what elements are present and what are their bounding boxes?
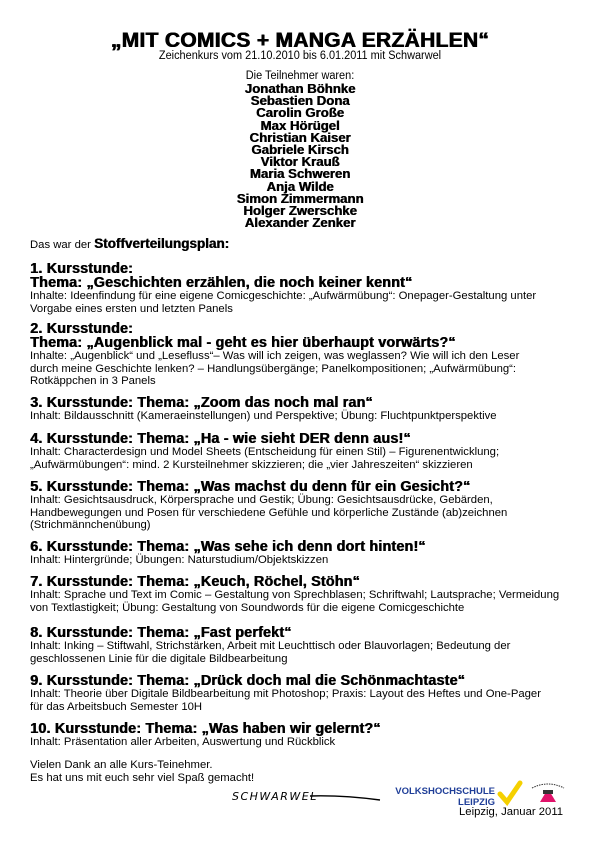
session-heading: 8. Kursstunde: Thema: „Fast perfekt“ bbox=[30, 625, 292, 641]
session-content: Inhalt: Characterdesign und Model Sheets (Entscheidung für einen Stil) – Figurenentwicklung; bbox=[30, 446, 500, 458]
thanks-line-1: Vielen Dank an alle Kurs-Teinehmer. bbox=[30, 759, 213, 771]
partner-logo-icon bbox=[528, 780, 568, 806]
vhs-logo bbox=[395, 786, 495, 808]
session-content: von Textlastigkeit; Übung: Gestaltung von Soundwords für die eigene Comicgeschichte bbox=[30, 601, 465, 614]
place-date: Leipzig, Januar 2011 bbox=[459, 806, 564, 818]
session-heading: 1. Kursstunde: bbox=[30, 261, 133, 277]
participants-intro: Die Teilnehmer waren: bbox=[245, 70, 355, 82]
vhs-checkmark-icon bbox=[497, 780, 523, 806]
session-content: Handbewegungen und Posen für verschiedene Gefühle und körperliche Zustände (ab)zeichnen bbox=[30, 506, 508, 519]
session-heading: 10. Kursstunde: Thema: „Was haben wir gelernt?“ bbox=[30, 721, 381, 737]
session-content: Inhalt: Hintergründe; Übungen: Naturstudium/Objektskizzen bbox=[30, 554, 329, 566]
session-content: „Aufwärmübungen“: mind. 2 Kursteilnehmer skizzieren; die „vier Jahreszeiten“ skizzieren bbox=[30, 458, 473, 471]
plan-label: Stoffverteilungsplan: bbox=[94, 236, 230, 251]
participant-name: Christian Kaiser bbox=[249, 129, 351, 145]
session-heading: 2. Kursstunde: bbox=[30, 321, 133, 337]
svg-text:SCHWARWEL: SCHWARWEL bbox=[232, 790, 318, 803]
session-content: Inhalt: Präsentation aller Arbeiten, Auswertung und Rückblick bbox=[30, 736, 336, 748]
session-content: (Strichmännchenübung) bbox=[30, 519, 151, 532]
session-heading: 6. Kursstunde: Thema: „Was sehe ich denn dort hinten!“ bbox=[30, 539, 426, 555]
session-content: für das Arbeitsbuch Semester 10H bbox=[30, 700, 203, 713]
session-heading: 3. Kursstunde: Thema: „Zoom das noch mal ran“ bbox=[30, 395, 373, 411]
session-content: durch meine Geschichte lenken? – Handlungsübergänge; Panelkompositionen; „Aufwärmübung“: bbox=[30, 362, 517, 375]
participant-name: Max Hörügel bbox=[260, 117, 340, 133]
participant-name: Holger Zwerschke bbox=[243, 203, 357, 218]
session-content: Inhalte: „Augenblick“ und „Lesefluss“– Was will ich zeigen, was weglassen? Wie will ich den Leser bbox=[30, 350, 520, 362]
session-heading: Thema: „Geschichten erzählen, die noch keiner kennt“ bbox=[30, 275, 413, 291]
participant-name: Alexander Zenker bbox=[244, 215, 356, 231]
plan-intro-text: Das war der bbox=[30, 239, 91, 251]
participant-name: Gabriele Kirsch bbox=[251, 142, 349, 157]
session-heading: 7. Kursstunde: Thema: „Keuch, Röchel, Stöhn“ bbox=[30, 574, 360, 590]
participant-name: Anja Wilde bbox=[266, 178, 334, 194]
session-heading: 4. Kursstunde: Thema: „Ha - wie sieht DER denn aus!“ bbox=[30, 431, 411, 447]
plan-intro bbox=[30, 237, 229, 252]
thanks-line-2: Es hat uns mit euch sehr viel Spaß gemacht! bbox=[30, 772, 255, 784]
session-content: Inhalt: Theorie über Digitale Bildbearbeitung mit Photoshop; Praxis: Layout des Heftes und One-Pager bbox=[30, 688, 541, 700]
session-heading: 5. Kursstunde: Thema: „Was machst du denn für ein Gesicht?“ bbox=[30, 479, 471, 495]
session-content: Inhalte: Ideenfindung für eine eigene Comicgeschichte: „Aufwärmübung“: Onepager-Gestaltung unter bbox=[30, 290, 537, 302]
session-content: Inhalt: Sprache und Text im Comic – Gestaltung von Sprechblasen; Schriftwahl; Lautsprache; Vermeidung bbox=[30, 589, 560, 601]
session-heading: 9. Kursstunde: Thema: „Drück doch mal die Schönmachtaste“ bbox=[30, 673, 465, 689]
session-content: Rotkäppchen in 3 Panels bbox=[30, 375, 156, 388]
vhs-logo-line2: LEIPZIG bbox=[458, 797, 495, 808]
session-content: Inhalt: Inking – Stiftwahl, Strichstärken, Arbeit mit Leuchttisch oder Blauvorlagen; Bedeutung der bbox=[30, 640, 511, 652]
participant-name: Jonathan Böhnke bbox=[244, 81, 356, 96]
participant-name: Viktor Krauß bbox=[260, 154, 340, 170]
schwarwel-signature bbox=[232, 786, 382, 808]
participant-name: Simon Zimmermann bbox=[236, 190, 364, 206]
vhs-logo-line1: VOLKSHOCHSCHULE bbox=[395, 786, 495, 797]
participant-name: Sebastien Dona bbox=[250, 93, 350, 109]
course-subtitle: Zeichenkurs vom 21.10.2010 bis 6.01.2011 mit Schwarwel bbox=[158, 50, 442, 62]
session-content: Inhalt: Gesichtsausdruck, Körpersprache und Gestik; Übung: Gesichtsausdrücke, Gebärden, bbox=[30, 494, 493, 506]
session-content: geschlossenen Linie für die digitale Bildbearbeitung bbox=[30, 652, 288, 665]
document-title: „MIT COMICS + MANGA ERZÄHLEN“ bbox=[110, 29, 490, 52]
session-content: Inhalt: Bildausschnitt (Kameraeinstellungen) und Perspektive; Übung: Fluchtpunktperspektive bbox=[30, 410, 497, 422]
session-heading: Thema: „Augenblick mal - geht es hier überhaupt vorwärts?“ bbox=[30, 335, 456, 351]
session-content: Vorgabe eines ersten und letzten Panels bbox=[30, 302, 233, 315]
participant-name: Carolin Große bbox=[256, 105, 344, 121]
participant-name: Maria Schweren bbox=[249, 166, 351, 182]
